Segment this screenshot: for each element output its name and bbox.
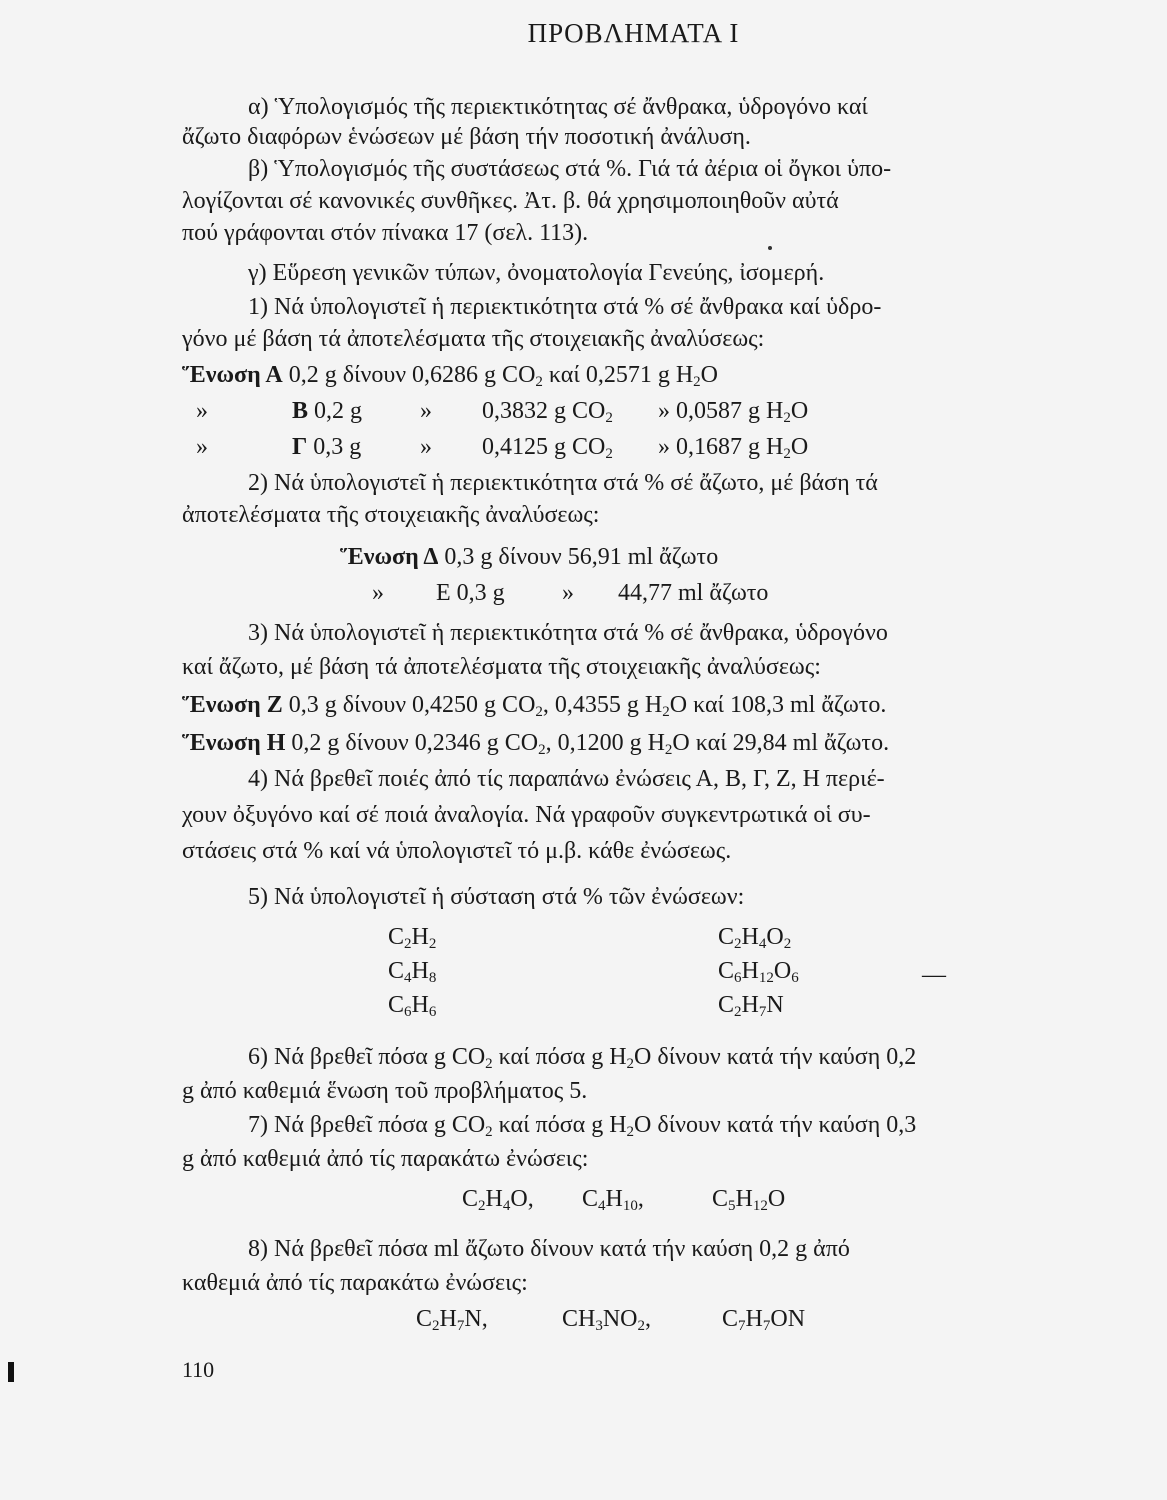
intro-a-line1: α) Ὑπολογισμός τῆς περιεκτικότητας σέ ἄνθρακα, ὑδρογόνο καί [248,94,868,120]
problem-2-row-e-value: 44,77 ml ἄζωτο [618,580,769,606]
problem-6-line1: 6) Νά βρεθεῖ πόσα g $CO_2$ καί πόσα g $H_2O$ δίνουν κατά τήν καύση 0,2 [248,1044,917,1072]
problem-1-line2: γόνο μέ βάση τά ἀποτελέσματα τῆς στοιχειακῆς ἀναλύσεως: [182,326,765,352]
intro-b-line1: β) Ὑπολογισμός τῆς συστάσεως στά %. Γιά τά ἀέρια οἱ ὄγκοι ὑπο- [248,156,892,182]
formula-c5h12o: $C_5H_{12}O$ [712,1186,786,1214]
problem-6-line2: g ἀπό καθεμιά ἕνωση τοῦ προβλήματος 5. [182,1078,588,1104]
formula-c6h12o6: $C_6H_{12}O_6$ [718,958,799,986]
intro-a-line2: ἄζωτο διαφόρων ἑνώσεων μέ βάση τήν ποσοτική ἀνάλυση. [182,124,751,150]
formula-c2h4o: $C_2H_4O$, [462,1186,534,1214]
problem-3-row-z: Ἕνωση Ζ 0,3 g δίνουν 0,4250 g $CO_2$, 0,4355 g $H_2O$ καί 108,3 ml ἄζωτο. [182,692,887,720]
formula-c2h2: $C_2H_2$ [388,924,437,952]
problem-1-row-c-ditto: » [196,434,208,460]
problem-1-row-a: Ἕνωση Α 0,2 g δίνουν 0,6286 g $CO_2$ καί 0,2571 g $H_2O$ [182,362,718,390]
formula-c4h10: $C_4H_{10}$, [582,1186,644,1214]
problem-2-row-e-ditto2: » [562,580,574,606]
problem-3-line1: 3) Νά ὑπολογιστεῖ ἡ περιεκτικότητα στά % σέ ἄνθρακα, ὑδρογόνο [248,620,888,646]
formula-ch3no2: $CH_3NO_2$, [562,1306,652,1334]
intro-c-line1: γ) Εὕρεση γενικῶν τύπων, ὀνοματολογία Γενεύης, ἰσομερή. [248,260,825,286]
problem-1-row-b-ditto: » [196,398,208,424]
problem-3-row-h: Ἕνωση Η 0,2 g δίνουν 0,2346 g $CO_2$, 0,1200 g $H_2O$ καί 29,84 ml ἄζωτο. [182,730,890,758]
problem-1-row-c-co2: 0,4125 g $CO_2$ [482,434,613,462]
problem-1-row-b: Β 0,2 g [292,398,363,424]
intro-b-line2: λογίζονται σέ κανονικές συνθῆκες. Ἀτ. β. θά χρησιμοποιηθοῦν αὐτά [182,188,839,214]
problem-4-line1: 4) Νά βρεθεῖ ποιές ἀπό τίς παραπάνω ἐνώσεις Α, Β, Γ, Ζ, Η περιέ- [248,766,885,792]
problem-1-row-c: Γ 0,3 g [292,434,362,460]
problem-2-row-d: Ἕνωση Δ 0,3 g δίνουν 56,91 ml ἄζωτο [340,544,719,570]
formula-c2h4o2: $C_2H_4O_2$ [718,924,792,952]
formula-c2h7n-b: $C_2H_7N$, [416,1306,488,1334]
formula-c6h6: $C_6H_6$ [388,992,437,1020]
problem-8-line1: 8) Νά βρεθεῖ πόσα ml ἄζωτο δίνουν κατά τήν καύση 0,2 g ἀπό [248,1236,850,1262]
intro-b-line3: πού γράφονται στόν πίνακα 17 (σελ. 113). [182,220,589,246]
problem-1-row-b-co2: 0,3832 g $CO_2$ [482,398,613,426]
problem-5-line1: 5) Νά ὑπολογιστεῖ ἡ σύσταση στά % τῶν ἐνώσεων: [248,884,745,910]
problem-2-line2: ἀποτελέσματα τῆς στοιχειακῆς ἀναλύσεως: [182,502,600,528]
formula-c4h8: $C_4H_8$ [388,958,437,986]
problem-4-line2: χουν ὀξυγόνο καί σέ ποιά ἀναλογία. Νά γραφοῦν συγκεντρωτικά οἱ συ- [182,802,871,828]
page-number: 110 [182,1357,215,1382]
problem-2-row-e-ditto: » [372,580,384,606]
problem-2-line1: 2) Νά ὑπολογιστεῖ ἡ περιεκτικότητα στά % σέ ἄζωτο, μέ βάση τά [248,470,878,496]
problem-4-line3: στάσεις στά % καί νά ὑπολογιστεῖ τό μ.β. κάθε ἐνώσεως. [182,838,732,864]
problem-1-line1: 1) Νά ὑπολογιστεῖ ἡ περιεκτικότητα στά % σέ ἄνθρακα καί ὑδρο- [248,294,882,320]
problem-1-row-b-h2o: » 0,0587 g $H_2O$ [658,398,809,426]
problem-7-line2: g ἀπό καθεμιά ἀπό τίς παρακάτω ἐνώσεις: [182,1146,589,1172]
speck [768,246,772,250]
margin-mark [8,1362,14,1382]
problem-7-line1: 7) Νά βρεθεῖ πόσα g $CO_2$ καί πόσα g $H_2O$ δίνουν κατά τήν καύση 0,3 [248,1112,917,1140]
problem-1-row-c-h2o: » 0,1687 g $H_2O$ [658,434,809,462]
stray-dash: — [922,962,946,988]
problem-8-line2: καθεμιά ἀπό τίς παρακάτω ἐνώσεις: [182,1270,528,1296]
formula-c7h7on: $C_7H_7ON$ [722,1306,806,1334]
problem-1-row-c-ditto2: » [420,434,432,460]
problem-2-row-e: Ε 0,3 g [436,580,505,606]
problem-1-row-b-ditto2: » [420,398,432,424]
page-title: ΠΡΟΒΛΗΜΑΤΑ Ι [527,18,740,48]
problem-3-line2: καί ἄζωτο, μέ βάση τά ἀποτελέσματα τῆς στοιχειακῆς ἀναλύσεως: [182,654,821,680]
formula-c2h7n: $C_2H_7N$ [718,992,784,1020]
